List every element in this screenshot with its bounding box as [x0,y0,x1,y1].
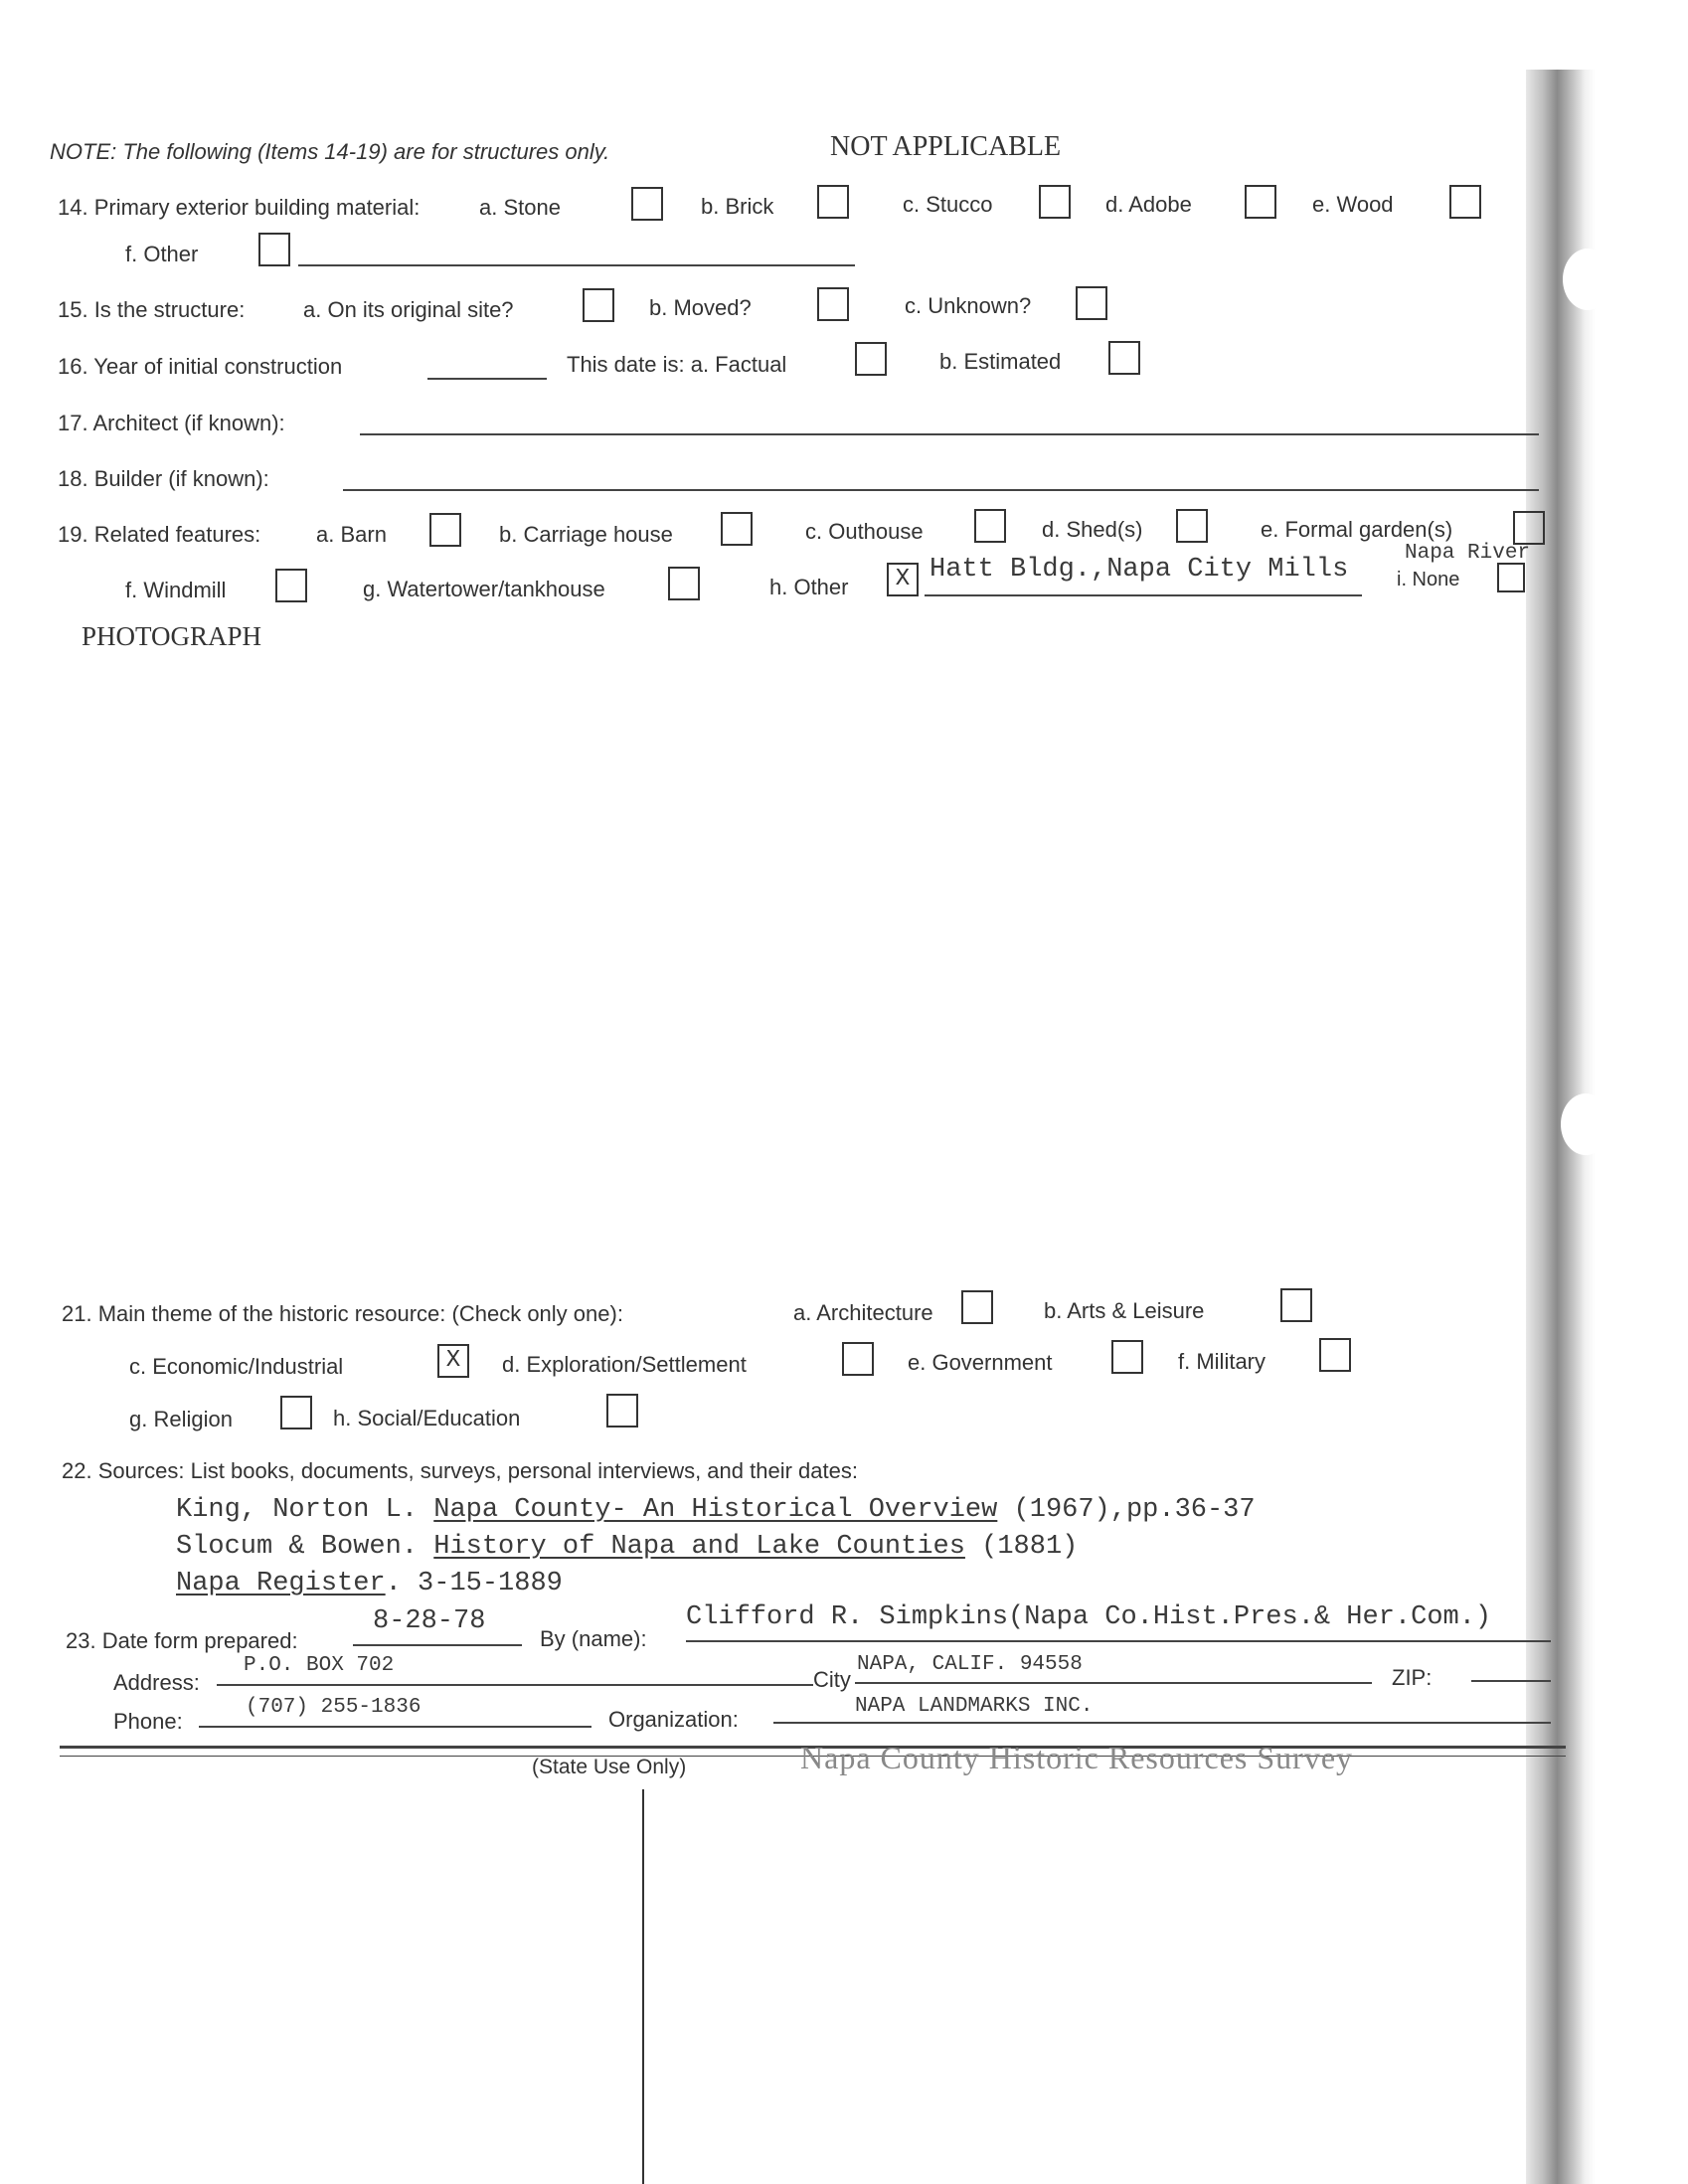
item15-a-label: a. On its original site? [303,297,514,322]
item18-label: 18. Builder (if known): [58,466,269,491]
item14-c-checkbox[interactable] [1039,185,1071,219]
source-line [176,1495,1256,1525]
item18-builder-line[interactable] [343,489,1539,491]
item23-phone-value: (707) 255-1836 [246,1696,422,1719]
item17-label: 17. Architect (if known): [58,411,285,435]
item19-e-checkbox[interactable] [1513,511,1545,545]
item14-a-checkbox[interactable] [631,187,663,221]
item23-city-line[interactable] [855,1682,1372,1684]
item16-factual-checkbox[interactable] [855,342,887,376]
item19-c-label: c. Outhouse [805,519,924,544]
item17-architect-line[interactable] [360,433,1539,435]
item23-org-line[interactable] [773,1722,1551,1724]
item14-other-line[interactable] [298,264,855,266]
item21-f-label: f. Military [1178,1349,1266,1374]
item21-b-checkbox[interactable] [1280,1288,1312,1322]
item23-date-line[interactable] [353,1644,522,1646]
item21-label: 21. Main theme of the historic resource: (Check only one): [62,1301,623,1326]
source-title: History of Napa and Lake Counties [433,1532,965,1562]
item21-g-checkbox[interactable] [280,1396,312,1429]
item21-b-label: b. Arts & Leisure [1044,1298,1205,1323]
item19-other-value: Hatt Bldg.,Napa City Mills [929,555,1349,585]
state-use-label: (State Use Only) [532,1756,687,1778]
source-detail: (1881) [964,1532,1079,1562]
item16-year-line[interactable] [427,378,547,380]
item23-phone-line[interactable] [199,1726,591,1728]
item19-i-label: i. None [1397,569,1460,590]
item19-label: 19. Related features: [58,522,261,547]
item15-a-checkbox[interactable] [583,288,614,322]
item23-address-value: P.O. BOX 702 [244,1654,395,1677]
item21-h-checkbox[interactable] [606,1394,638,1428]
source-title: Napa County- An Historical Overview [433,1495,998,1525]
item19-f-label: f. Windmill [125,578,227,602]
item21-e-label: e. Government [908,1350,1053,1375]
item14-f-label: f. Other [125,242,199,266]
item16-label: 16. Year of initial construction [58,354,343,379]
item19-h-checkbox[interactable]: X [887,563,919,596]
not-applicable-stamp: NOT APPLICABLE [830,131,1062,162]
item16-estimated-checkbox[interactable] [1108,341,1140,375]
item14-a-label: a. Stone [479,195,561,220]
item19-other-line[interactable] [925,594,1362,596]
item23-city-value: NAPA, CALIF. 94558 [857,1653,1083,1676]
item14-d-label: d. Adobe [1105,192,1192,217]
item21-e-checkbox[interactable] [1111,1340,1143,1374]
item14-b-label: b. Brick [701,194,774,219]
photograph-label: PHOTOGRAPH [82,621,262,651]
source-author: Slocum & Bowen. [176,1532,434,1562]
item23-by-label: By (name): [540,1626,647,1651]
item14-d-checkbox[interactable] [1245,185,1276,219]
item16-date-is-label: This date is: a. Factual [567,352,787,377]
item14-e-checkbox[interactable] [1449,185,1481,219]
item19-b-label: b. Carriage house [499,522,673,547]
item23-zip-label: ZIP: [1392,1665,1433,1690]
item21-f-checkbox[interactable] [1319,1338,1351,1372]
punch-hole [1561,1093,1610,1155]
item14-e-label: e. Wood [1312,192,1394,217]
survey-stamp: Napa County Historic Resources Survey [800,1740,1354,1775]
item21-c-checkbox[interactable]: X [437,1344,469,1378]
item14-label: 14. Primary exterior building material: [58,195,421,220]
item15-b-label: b. Moved? [649,295,752,320]
item21-a-label: a. Architecture [793,1300,933,1325]
item21-a-checkbox[interactable] [961,1290,993,1324]
item19-b-checkbox[interactable] [721,512,753,546]
item19-d-checkbox[interactable] [1176,509,1208,543]
source-author: King, Norton L. [176,1495,434,1525]
item23-date-label: 23. Date form prepared: [66,1628,298,1653]
item15-label: 15. Is the structure: [58,297,246,322]
punch-hole [1563,249,1612,310]
item19-c-checkbox[interactable] [974,509,1006,543]
item23-by-value: Clifford R. Simpkins(Napa Co.Hist.Pres.& Her.Com.) [686,1602,1492,1632]
source-title: Napa Register [176,1569,386,1598]
item16-b-label: b. Estimated [939,349,1062,374]
item19-e-label: e. Formal garden(s) [1261,517,1453,542]
item19-h-label: h. Other [769,575,849,599]
item23-org-value: NAPA LANDMARKS INC. [855,1695,1094,1718]
source-detail: . 3-15-1889 [385,1569,563,1598]
item15-b-checkbox[interactable] [817,287,849,321]
item21-d-label: d. Exploration/Settlement [502,1352,747,1377]
form-note: NOTE: The following (Items 14-19) are for structures only. [50,139,610,164]
item21-d-checkbox[interactable] [842,1342,874,1376]
item15-c-label: c. Unknown? [905,293,1032,318]
item19-other-value-2: Napa River [1405,542,1531,565]
item23-zip-line[interactable] [1471,1680,1551,1682]
item19-f-checkbox[interactable] [275,569,307,602]
item19-g-checkbox[interactable] [668,567,700,600]
item21-g-label: g. Religion [129,1407,233,1431]
item19-i-checkbox[interactable] [1497,563,1525,592]
item21-h-label: h. Social/Education [333,1406,521,1430]
item23-city-label: City [813,1667,851,1692]
item19-a-checkbox[interactable] [429,513,461,547]
source-line [176,1532,1078,1562]
item19-d-label: d. Shed(s) [1042,517,1143,542]
photograph-area [60,666,1521,1282]
item23-address-line[interactable] [217,1684,813,1686]
item15-c-checkbox[interactable] [1076,286,1107,320]
item14-f-checkbox[interactable] [258,233,290,266]
item22-label: 22. Sources: List books, documents, surveys, personal interviews, and their dates: [62,1458,858,1483]
source-detail: (1967),pp.36-37 [997,1495,1256,1525]
item23-address-label: Address: [113,1670,200,1695]
item23-by-line[interactable] [686,1640,1551,1642]
item19-a-label: a. Barn [316,522,387,547]
item23-phone-label: Phone: [113,1709,183,1734]
item14-c-label: c. Stucco [903,192,993,217]
item14-b-checkbox[interactable] [817,185,849,219]
source-line [176,1569,563,1598]
item19-g-label: g. Watertower/tankhouse [363,577,605,601]
item21-c-label: c. Economic/Industrial [129,1354,344,1379]
state-use-divider [642,1789,644,2184]
item23-org-label: Organization: [608,1707,739,1732]
item23-date-value: 8-28-78 [373,1606,486,1636]
